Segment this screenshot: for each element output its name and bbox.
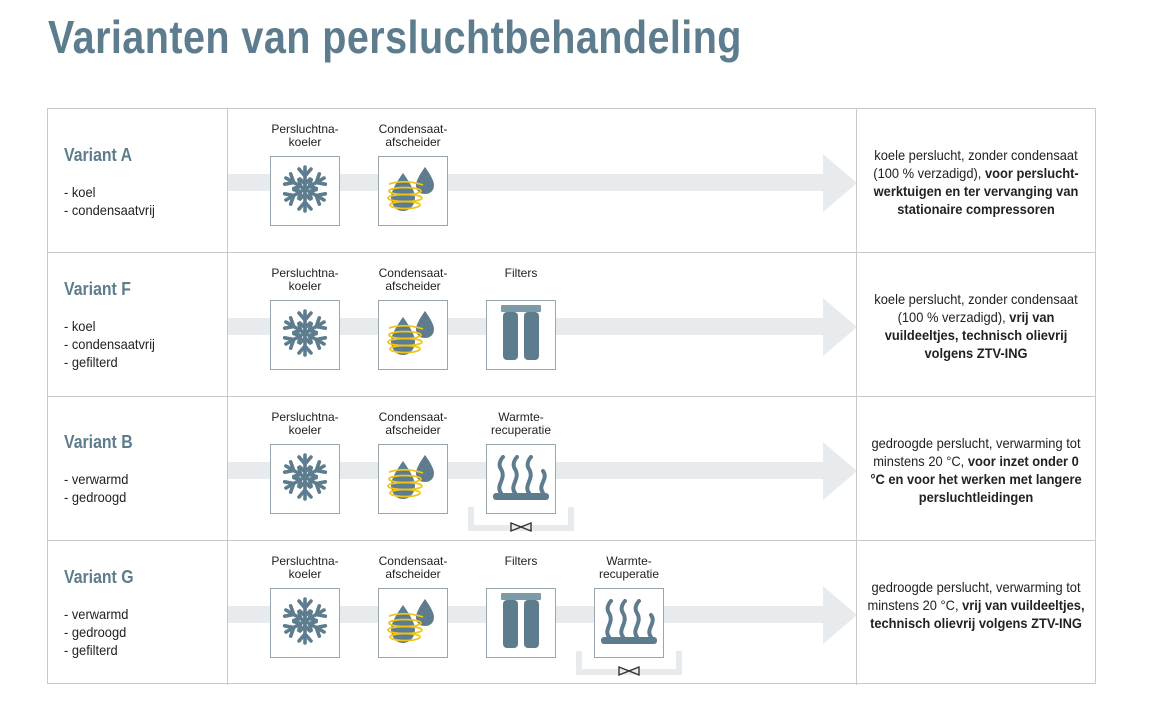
variant-name: Variant F bbox=[64, 279, 131, 299]
separator-box bbox=[378, 300, 448, 370]
property: - gefilterd bbox=[64, 642, 118, 658]
property: - condensaatvrij bbox=[64, 202, 155, 218]
property: - verwarmd bbox=[64, 471, 129, 487]
filter-cartridges-icon bbox=[497, 303, 545, 368]
component-label-koeler: Persluchtna- koeler bbox=[271, 410, 339, 437]
cooler-box bbox=[270, 300, 340, 370]
variants-table bbox=[47, 108, 1096, 684]
valve-icon bbox=[617, 665, 641, 677]
component-label-warmte: Warmte- recuperatie bbox=[598, 554, 660, 581]
snowflake-icon bbox=[279, 451, 331, 508]
variant-description: gedroogde perslucht, verwarming tot minstens 20 °C, vrij van vuildeeltjes, technisch olievrij volgens ZTV-ING bbox=[867, 579, 1085, 631]
snowflake-icon bbox=[279, 163, 331, 220]
variant-description: gedroogde perslucht, verwarming tot minstens 20 °C, voor inzet onder 0 °C en voor het werken met langere persluchtleidingen bbox=[870, 435, 1082, 505]
separator-box bbox=[378, 444, 448, 514]
variant-properties bbox=[64, 183, 155, 219]
property: - koel bbox=[64, 184, 96, 200]
snowflake-icon bbox=[279, 307, 331, 364]
property: - gefilterd bbox=[64, 354, 118, 370]
filter-box bbox=[486, 300, 556, 370]
component-label-afscheider: Condensaat- afscheider bbox=[378, 266, 448, 293]
heat-recovery-box bbox=[594, 588, 664, 658]
water-drops-icon bbox=[385, 305, 441, 366]
heat-waves-icon bbox=[491, 449, 551, 510]
variant-name: Variant B bbox=[64, 432, 133, 452]
variant-row-a bbox=[48, 109, 1095, 253]
component-label-afscheider: Condensaat- afscheider bbox=[378, 410, 448, 437]
variant-row-f bbox=[48, 253, 1095, 397]
variant-properties bbox=[64, 317, 155, 371]
component-label-filters: Filters bbox=[504, 266, 538, 280]
water-drops-icon bbox=[385, 161, 441, 222]
separator-box bbox=[378, 588, 448, 658]
flow-arrowhead bbox=[823, 298, 857, 356]
filter-box bbox=[486, 588, 556, 658]
cooler-box bbox=[270, 156, 340, 226]
variant-properties bbox=[64, 605, 128, 659]
component-label-koeler: Persluchtna- koeler bbox=[271, 554, 339, 581]
variant-row-g bbox=[48, 541, 1095, 685]
flow-arrowhead bbox=[823, 442, 857, 500]
valve-icon bbox=[509, 521, 533, 533]
cooler-box bbox=[270, 588, 340, 658]
snowflake-icon bbox=[279, 595, 331, 652]
filter-cartridges-icon bbox=[497, 591, 545, 656]
component-label-koeler: Persluchtna- koeler bbox=[271, 266, 339, 293]
property: - koel bbox=[64, 318, 96, 334]
component-label-warmte: Warmte- recuperatie bbox=[490, 410, 552, 437]
variant-name: Variant A bbox=[64, 145, 133, 165]
property: - gedroogd bbox=[64, 489, 127, 505]
variant-description: koele perslucht, zonder condensaat (100 % verzadigd), vrij van vuildeeltjes, technisch olievrij volgens ZTV-ING bbox=[874, 291, 1078, 361]
property: - condensaatvrij bbox=[64, 336, 155, 352]
water-drops-icon bbox=[385, 593, 441, 654]
heat-waves-icon bbox=[599, 593, 659, 654]
property: - gedroogd bbox=[64, 624, 127, 640]
component-label-afscheider: Condensaat- afscheider bbox=[378, 122, 448, 149]
variant-properties bbox=[64, 470, 128, 506]
heat-recovery-box bbox=[486, 444, 556, 514]
page-title: Varianten van persluchtbehandeling bbox=[48, 11, 742, 63]
variant-name: Variant G bbox=[64, 567, 134, 587]
separator-box bbox=[378, 156, 448, 226]
component-label-koeler: Persluchtna- koeler bbox=[271, 122, 339, 149]
flow-arrowhead bbox=[823, 586, 857, 644]
flow-arrowhead bbox=[823, 154, 857, 212]
cooler-box bbox=[270, 444, 340, 514]
component-label-afscheider: Condensaat- afscheider bbox=[378, 554, 448, 581]
variant-description: koele perslucht, zonder condensaat (100 % verzadigd), voor perslucht-werktuigen en ter vervanging van stationaire compressoren bbox=[873, 147, 1079, 217]
component-label-filters: Filters bbox=[504, 554, 538, 568]
property: - verwarmd bbox=[64, 606, 129, 622]
water-drops-icon bbox=[385, 449, 441, 510]
variant-row-b bbox=[48, 397, 1095, 541]
